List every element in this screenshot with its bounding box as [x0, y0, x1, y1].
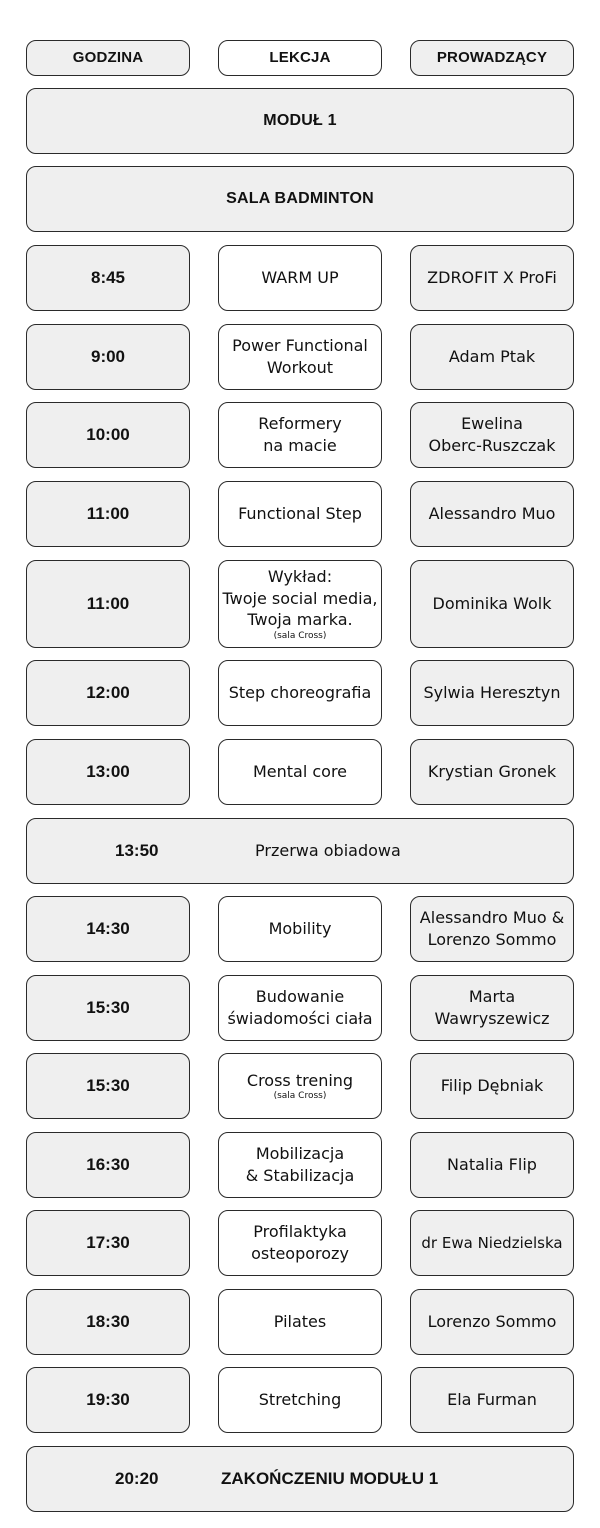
- lesson-cell: [218, 660, 382, 726]
- instructor-line: Ewelina: [461, 414, 523, 434]
- instructor-line: Lorenzo Sommo: [427, 1312, 557, 1332]
- time-cell: 11:00: [26, 481, 190, 547]
- instructor-cell: [410, 245, 574, 311]
- instructor-cell: [410, 975, 574, 1041]
- instructor-line: Natalia Flip: [447, 1155, 537, 1175]
- header-lekcja: LEKCJA: [218, 40, 382, 76]
- lesson-line: Stretching: [258, 1390, 342, 1410]
- instructor-line: Adam Ptak: [448, 347, 536, 367]
- break-time: 13:50: [115, 840, 159, 860]
- break-row: [26, 818, 574, 884]
- instructor-cell: [410, 560, 574, 648]
- lesson-cell: [218, 1289, 382, 1355]
- lesson-line: Functional Step: [238, 504, 362, 524]
- instructor-line: Lorenzo Sommo: [427, 930, 557, 949]
- instructor-line: Krystian Gronek: [427, 762, 557, 782]
- instructor-line: Wawryszewicz: [434, 1009, 550, 1028]
- time-cell: 9:00: [26, 324, 190, 390]
- break-label: Przerwa obiadowa: [255, 841, 401, 861]
- time-cell: 19:30: [26, 1367, 190, 1433]
- lesson-cell: [218, 324, 382, 390]
- lesson-line: Mobilizacja: [255, 1144, 345, 1164]
- lesson-line: Power Functional: [232, 336, 368, 356]
- lesson-cell: [218, 481, 382, 547]
- time-cell: 13:00: [26, 739, 190, 805]
- time-cell: 18:30: [26, 1289, 190, 1355]
- lesson-line: Twoja marka.: [247, 610, 353, 630]
- instructor-cell: [410, 1132, 574, 1198]
- end-time: 20:20: [115, 1468, 159, 1488]
- instructor-line: Alessandro Muo &: [419, 908, 565, 928]
- instructor-line: dr Ewa Niedzielska: [421, 1233, 563, 1252]
- lesson-cell: [218, 560, 382, 648]
- instructor-cell: [410, 1210, 574, 1276]
- time-cell: 10:00: [26, 402, 190, 468]
- instructor-cell: [410, 896, 574, 962]
- instructor-line: ZDROFIT X ProFi: [427, 268, 557, 288]
- lesson-note: (sala Cross): [273, 630, 327, 641]
- lesson-line: na macie: [263, 436, 337, 455]
- instructor-cell: [410, 660, 574, 726]
- time-cell: 17:30: [26, 1210, 190, 1276]
- instructor-line: Filip Dębniak: [440, 1076, 544, 1096]
- lesson-line: świadomości ciała: [227, 1009, 373, 1028]
- lesson-line: Mental core: [252, 762, 348, 782]
- time-cell: 12:00: [26, 660, 190, 726]
- lesson-cell: [218, 1210, 382, 1276]
- instructor-line: Oberc-Ruszczak: [428, 436, 556, 455]
- lesson-cell: [218, 245, 382, 311]
- instructor-cell: [410, 402, 574, 468]
- time-cell: 14:30: [26, 896, 190, 962]
- instructor-line: Dominika Wolk: [432, 594, 552, 614]
- lesson-line: Pilates: [273, 1312, 327, 1332]
- lesson-line: Profilaktyka: [253, 1222, 347, 1242]
- module-title: MODUŁ 1: [26, 88, 574, 154]
- lesson-cell: [218, 402, 382, 468]
- instructor-line: Marta: [468, 987, 516, 1007]
- lesson-note: (sala Cross): [273, 1091, 327, 1102]
- time-cell: 15:30: [26, 1053, 190, 1119]
- lesson-line: WARM UP: [261, 268, 339, 288]
- room-title: SALA BADMINTON: [26, 166, 574, 232]
- instructor-cell: [410, 1053, 574, 1119]
- instructor-line: Sylwia Heresztyn: [423, 683, 561, 703]
- lesson-line: Cross trening: [246, 1070, 354, 1090]
- lesson-cell: [218, 1367, 382, 1433]
- lesson-line: Workout: [266, 358, 334, 377]
- lesson-cell: [218, 1132, 382, 1198]
- lesson-cell: [218, 739, 382, 805]
- instructor-cell: [410, 481, 574, 547]
- lesson-line: Twoje social media,: [222, 588, 378, 608]
- header-godzina: GODZINA: [26, 40, 190, 76]
- lesson-cell: [218, 896, 382, 962]
- lesson-line: Mobility: [268, 919, 332, 939]
- lesson-line: Reformery: [258, 414, 342, 434]
- header-prowadzacy: PROWADZĄCY: [410, 40, 574, 76]
- time-cell: 16:30: [26, 1132, 190, 1198]
- instructor-line: Alessandro Muo: [428, 504, 556, 524]
- lesson-cell: [218, 975, 382, 1041]
- lesson-line: & Stabilizacja: [245, 1166, 355, 1185]
- lesson-line: Budowanie: [255, 987, 345, 1007]
- time-cell: 15:30: [26, 975, 190, 1041]
- time-cell: 8:45: [26, 245, 190, 311]
- instructor-line: Ela Furman: [447, 1390, 537, 1410]
- lesson-line: Step choreografia: [228, 683, 372, 703]
- lesson-line: Wykład:: [267, 567, 333, 587]
- instructor-cell: [410, 739, 574, 805]
- end-label: ZAKOŃCZENIU MODUŁU 1: [221, 1468, 439, 1488]
- lesson-cell: [218, 1053, 382, 1119]
- lesson-line: osteoporozy: [251, 1244, 349, 1263]
- time-cell: 11:00: [26, 560, 190, 648]
- instructor-cell: [410, 324, 574, 390]
- end-row: [26, 1446, 574, 1512]
- instructor-cell: [410, 1367, 574, 1433]
- instructor-cell: [410, 1289, 574, 1355]
